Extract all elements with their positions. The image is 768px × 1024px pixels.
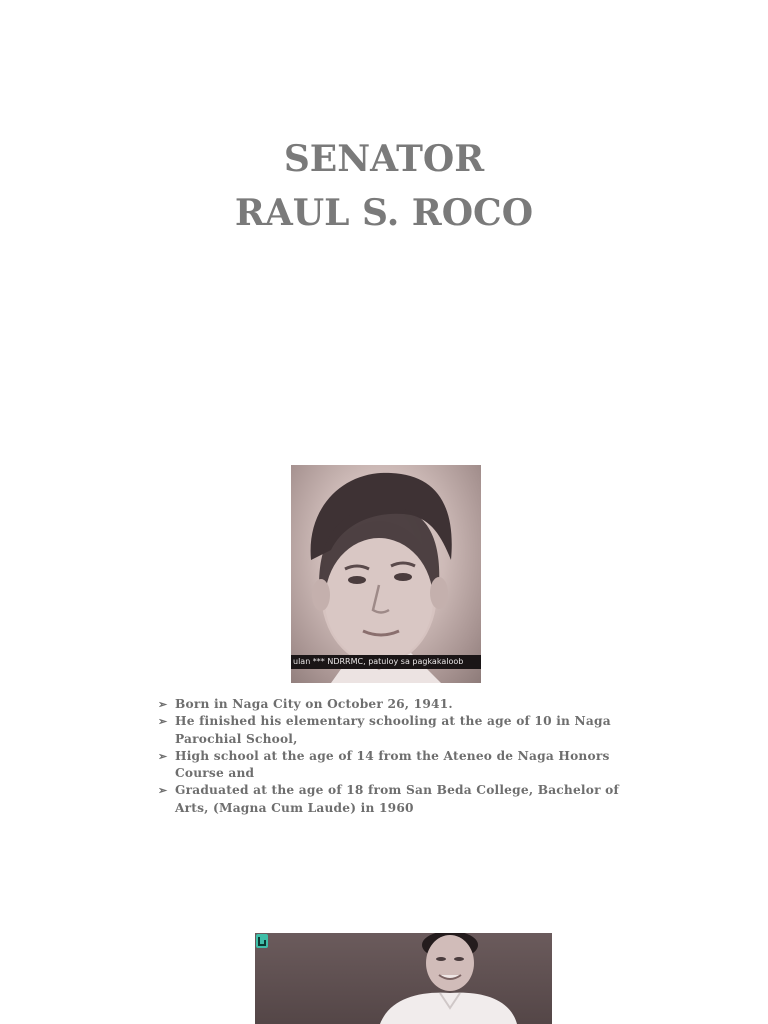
arrow-bullet-icon: ➢ bbox=[158, 715, 168, 729]
list-item bbox=[158, 713, 628, 748]
biography-list bbox=[158, 696, 628, 817]
arrow-bullet-icon: ➢ bbox=[158, 698, 168, 711]
list-item-text: Born in Naga City on October 26, 1941. bbox=[175, 697, 453, 711]
list-item-text: Graduated at the age of 18 from San Beda College, Bachelor of Arts, (Magna Cum Laude) in 1960 bbox=[175, 783, 619, 815]
news-ticker: ulan *** NDRRMC, patuloy sa pagkakaloob bbox=[291, 655, 481, 669]
arrow-bullet-icon: ➢ bbox=[158, 749, 168, 763]
list-item-text: He finished his elementary schooling at the age of 10 in Naga Parochial School, bbox=[175, 714, 611, 746]
tv-channel-logo-icon bbox=[255, 933, 269, 949]
list-item bbox=[158, 748, 628, 783]
list-item-text: High school at the age of 14 from the Ateneo de Naga Honors Course and bbox=[175, 748, 610, 781]
title-line-2: RAUL S. ROCO bbox=[234, 192, 534, 234]
arrow-bullet-icon: ➢ bbox=[158, 784, 168, 798]
portrait-illustration bbox=[291, 465, 481, 683]
list-item bbox=[158, 782, 628, 817]
title-line-1: SENATOR bbox=[283, 138, 485, 180]
portrait-illustration bbox=[255, 933, 552, 1024]
page-title bbox=[0, 132, 768, 240]
young-adult-portrait-photo bbox=[255, 933, 552, 1024]
list-item bbox=[158, 696, 628, 713]
childhood-portrait-photo bbox=[291, 465, 481, 683]
